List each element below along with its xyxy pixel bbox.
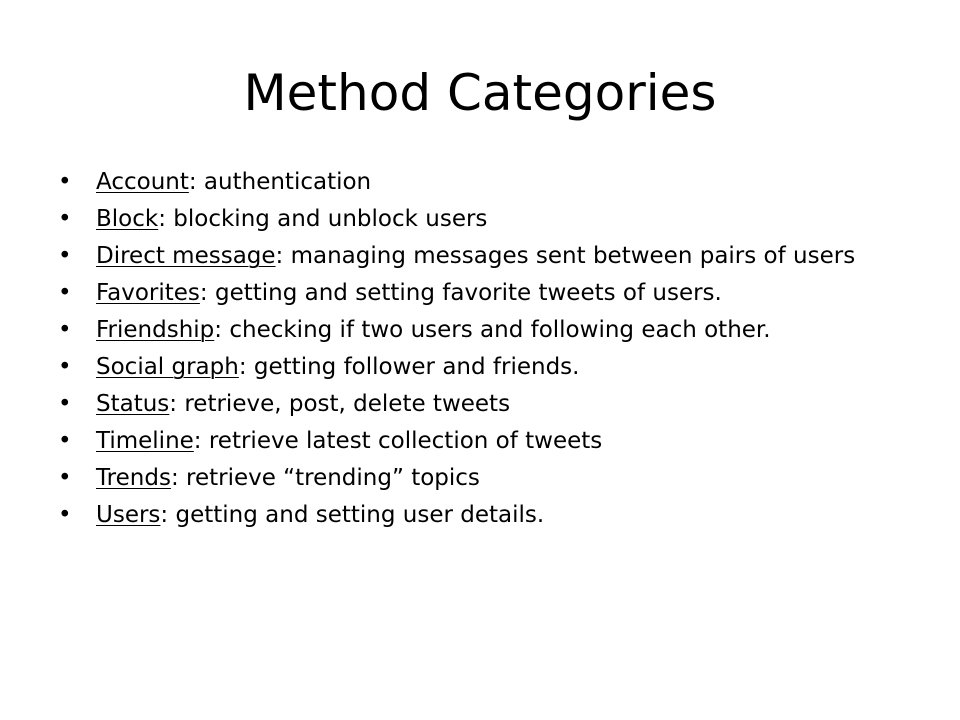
bullet-term: Social graph: [96, 354, 239, 380]
bullet-list: [96, 170, 896, 540]
bullet-description: : blocking and unblock users: [158, 206, 488, 232]
bullet-description: : retrieve latest collection of tweets: [193, 428, 603, 454]
bullet-account: [96, 170, 896, 194]
bullet-description: : getting and setting user details.: [160, 502, 545, 528]
bullet-description: : retrieve “trending” topics: [170, 465, 480, 491]
bullet-term: Users: [96, 502, 161, 528]
slide-title: Method Categories: [243, 64, 717, 122]
bullet-description: : getting follower and friends.: [238, 354, 580, 380]
bullet-friendship: [96, 318, 896, 342]
bullet-term: Status: [96, 391, 170, 417]
bullet-term: Timeline: [96, 428, 194, 454]
bullet-trends: [96, 466, 896, 490]
bullet-term: Block: [96, 206, 159, 232]
bullet-social-graph: [96, 355, 896, 379]
bullet-term: Account: [96, 169, 189, 195]
bullet-term: Favorites: [96, 280, 200, 306]
bullet-status: [96, 392, 896, 416]
bullet-block: [96, 207, 896, 231]
bullet-users: [96, 503, 896, 527]
bullet-description: : checking if two users and following each other.: [214, 317, 771, 343]
bullet-favorites: [96, 281, 896, 305]
bullet-term: Trends: [96, 465, 171, 491]
bullet-description: : getting and setting favorite tweets of users.: [199, 280, 722, 306]
bullet-description: : retrieve, post, delete tweets: [169, 391, 511, 417]
bullet-direct-message: [96, 244, 896, 268]
bullet-term: Direct message: [96, 243, 276, 269]
bullet-description: : managing messages sent between pairs of users: [275, 243, 856, 269]
bullet-description: : authentication: [188, 169, 372, 195]
bullet-timeline: [96, 429, 896, 453]
bullet-term: Friendship: [96, 317, 215, 343]
